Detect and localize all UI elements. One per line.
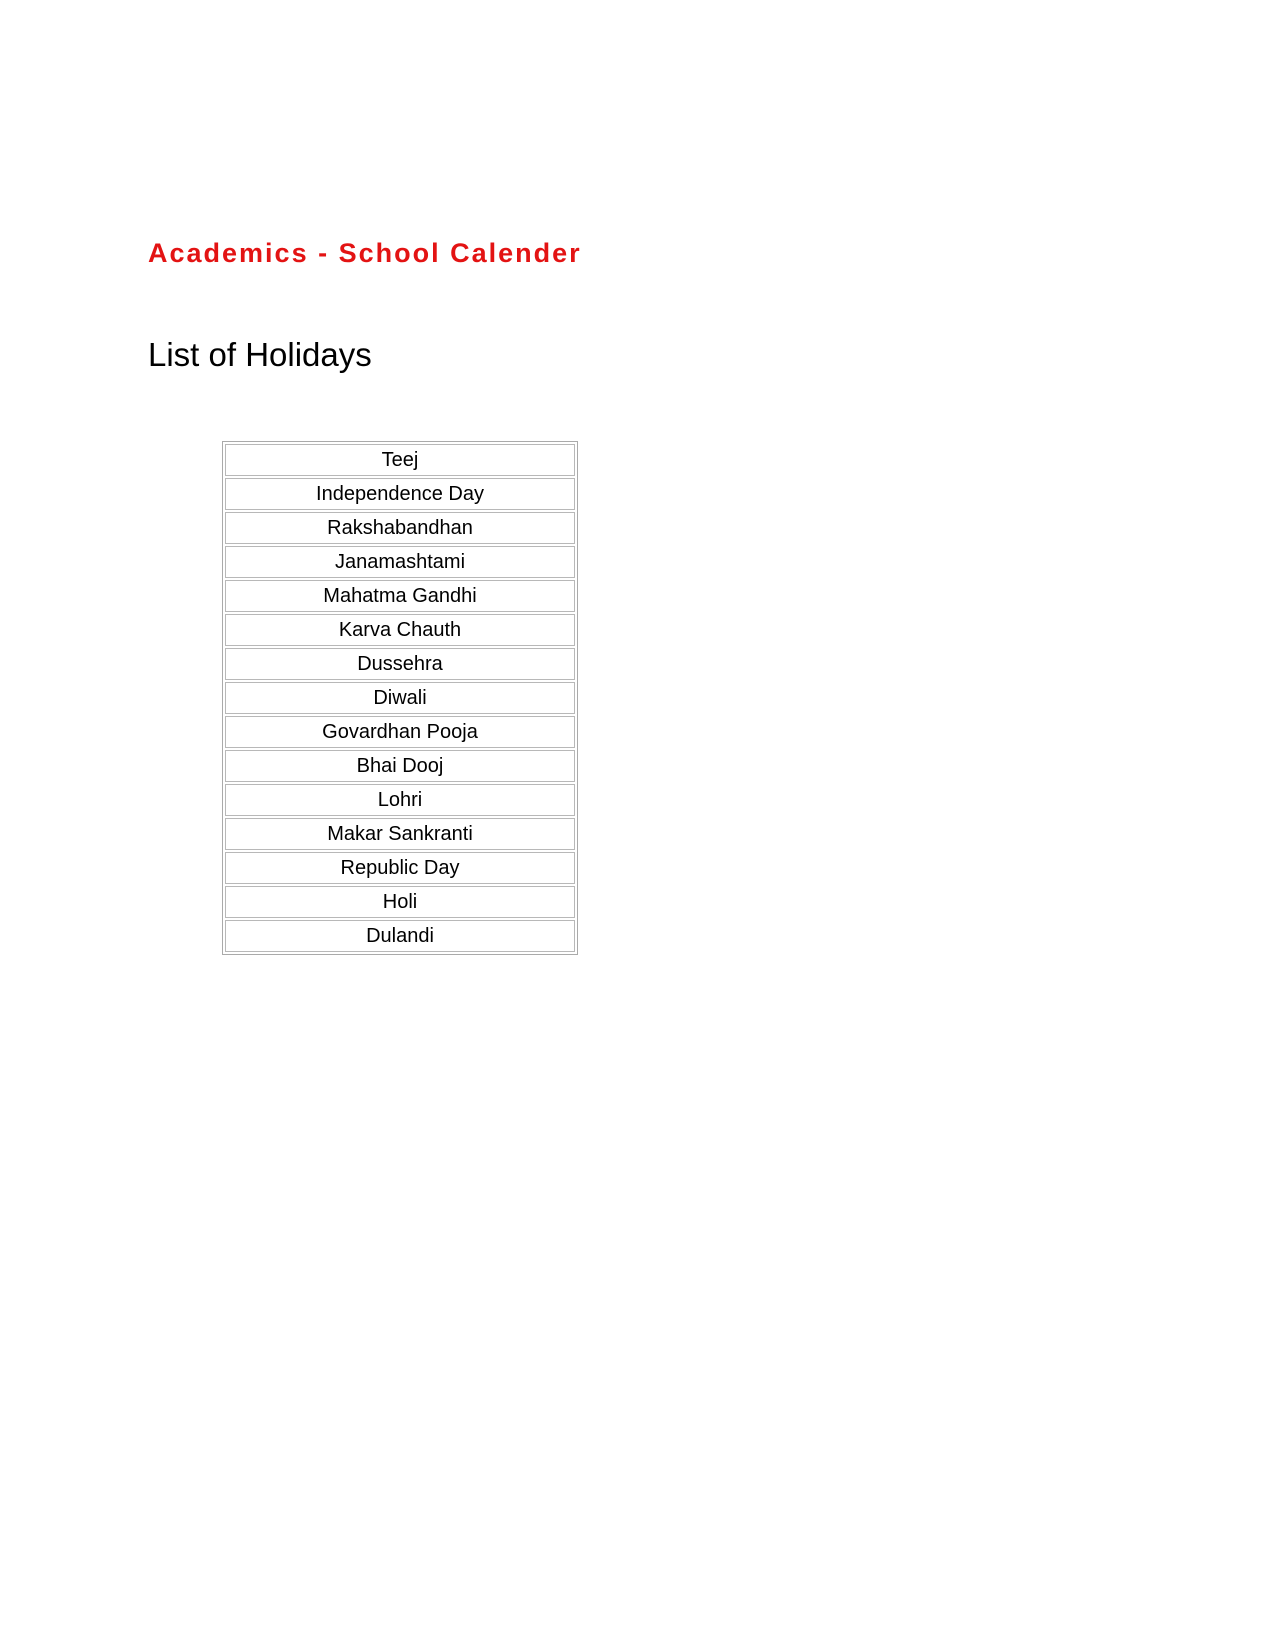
table-row	[225, 682, 575, 714]
table-row	[225, 750, 575, 782]
holiday-cell: Holi	[225, 886, 575, 918]
table-row	[225, 886, 575, 918]
holiday-cell: Bhai Dooj	[225, 750, 575, 782]
holiday-cell: Karva Chauth	[225, 614, 575, 646]
table-row	[225, 478, 575, 510]
holiday-table	[222, 441, 578, 955]
table-row	[225, 444, 575, 476]
page-heading: Academics - School Calender	[148, 238, 582, 268]
holiday-cell: Dulandi	[225, 920, 575, 952]
section-title: List of Holidays	[148, 336, 372, 373]
holiday-cell: Govardhan Pooja	[225, 716, 575, 748]
table-row	[225, 852, 575, 884]
table-row	[225, 920, 575, 952]
holiday-cell: Mahatma Gandhi	[225, 580, 575, 612]
table-row	[225, 614, 575, 646]
holiday-cell: Republic Day	[225, 852, 575, 884]
table-row	[225, 784, 575, 816]
holiday-table-body	[225, 444, 575, 952]
holiday-cell: Diwali	[225, 682, 575, 714]
table-row	[225, 580, 575, 612]
holiday-cell: Teej	[225, 444, 575, 476]
holiday-cell: Dussehra	[225, 648, 575, 680]
table-row	[225, 512, 575, 544]
holiday-cell: Lohri	[225, 784, 575, 816]
holiday-cell: Independence Day	[225, 478, 575, 510]
table-row	[225, 648, 575, 680]
holiday-cell: Rakshabandhan	[225, 512, 575, 544]
table-row	[225, 818, 575, 850]
table-row	[225, 546, 575, 578]
table-row	[225, 716, 575, 748]
holiday-cell: Makar Sankranti	[225, 818, 575, 850]
holiday-cell: Janamashtami	[225, 546, 575, 578]
